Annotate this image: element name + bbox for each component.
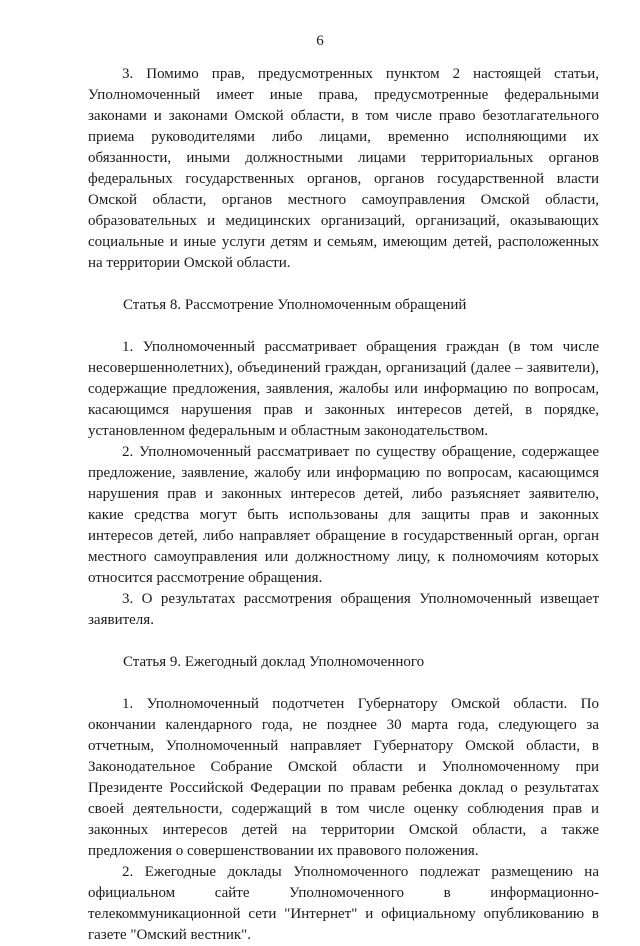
heading-article-8: Статья 8. Рассмотрение Уполномоченным обращений: [123, 297, 467, 313]
paragraph-article9-item2: 2. Ежегодные доклады Уполномоченного подлежат размещению на официальном сайте Уполномоченного в информационно-телекоммуникационной сети "Интернет" и официальному опубликованию в газете "Омский вестник".: [88, 864, 599, 943]
page-number: 6: [316, 33, 324, 49]
spacer: [88, 673, 599, 694]
paragraph-article8-item1: 1. Уполномоченный рассматривает обращения граждан (в том числе несовершеннолетних), объединений граждан, организаций (далее – заявители), содержащие предложения, заявления, жалобы или информацию по вопросам, касающимся нарушения прав и законных интересов детей, в порядке, установленном федеральным и областным законодательством.: [88, 339, 599, 439]
heading-article-9: Статья 9. Ежегодный доклад Уполномоченного: [123, 654, 425, 670]
paragraph-article8-item2: 2. Уполномоченный рассматривает по существу обращение, содержащее предложение, заявление, жалобу или информацию по вопросам, касающимся нарушения прав и законных интересов детей, либо разъясняет заявителю, какие средства могут быть использованы для защиты прав и законных интересов детей, либо направляет обращение в государственный орган, орган местного самоуправления или должностному лицу, к полномочиям которых относится рассмотрение обращения.: [88, 444, 599, 586]
spacer: [88, 316, 599, 337]
spacer: [88, 274, 599, 295]
spacer: [88, 631, 599, 652]
paragraph-article9-item1: 1. Уполномоченный подотчетен Губернатору Омской области. По окончании календарного года, не позднее 30 марта года, следующего за отчетным, Уполномоченный направляет Губернатору Омской области, в Законодательное Собрание Омской области и Уполномоченному при Президенте Российской Федерации по правам ребенка доклад о результатах своей деятельности, содержащий в том числе оценку соблюдения прав и законных интересов детей на территории Омской области, а также предложения о совершенствовании их правового положения.: [88, 696, 599, 859]
document-body: [88, 64, 599, 946]
paragraph-article7-item3: 3. Помимо прав, предусмотренных пунктом 2 настоящей статьи, Уполномоченный имеет иные права, предусмотренные федеральными законами и законами Омской области, в том числе право безотлагательного приема руководителями либо лицами, временно исполняющими их обязанности, иными должностными лицами территориальных органов федеральных государственных органов, органов государственной власти Омской области, органов местного самоуправления Омской области, образовательных и медицинских организаций, организаций, оказывающих социальные и иные услуги детям и семьям, имеющим детей, расположенных на территории Омской области.: [88, 66, 599, 271]
paragraph-article8-item3: 3. О результатах рассмотрения обращения Уполномоченный извещает заявителя.: [88, 591, 599, 628]
